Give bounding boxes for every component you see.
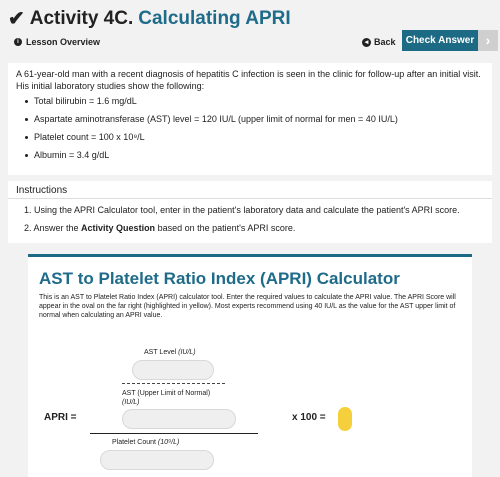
activity-subtitle: Calculating APRI (138, 7, 291, 29)
apri-equals-label: APRI = (44, 412, 77, 423)
platelet-count-input[interactable] (100, 450, 214, 470)
case-intro: A 61-year-old man with a recent diagnosis of hepatitis C infection is seen in the clinic for follow-up after an initial visit. His initial laboratory studies show the following: (16, 69, 481, 91)
calculator-description: This is an AST to Platelet Ratio Index (APRI) calculator tool. Enter the required values to calculate the APRI value. The APRI Score will appear in the oval on the far right (highlighted in yellow). Most experts recommend using 40 IU/L as the value for the AST upper limit of normal when calculating an APRI value. (39, 294, 456, 319)
next-chevron-icon[interactable]: › (478, 30, 498, 51)
lesson-overview-link[interactable] (14, 37, 100, 47)
page-title (8, 6, 291, 31)
step2-suffix: based on the patient's APRI score. (155, 223, 296, 233)
back-button[interactable] (362, 37, 396, 47)
instructions-panel (8, 181, 492, 243)
calculator-title: AST to Platelet Ratio Index (APRI) Calculator (39, 269, 400, 288)
lab-item-ast: Aspartate aminotransferase (AST) level = 120 IU/L (upper limit of normal for men = 40 IU/L) (16, 113, 484, 125)
ast-uln-label: AST (Upper Limit of Normal) (IU/L) (122, 390, 211, 406)
activity-question-link: Activity Question (81, 223, 156, 233)
step2-prefix: 2. Answer the (24, 223, 82, 233)
ast-level-label: AST Level (IU/L) (144, 349, 196, 356)
fraction-bar (90, 433, 258, 434)
ast-uln-input[interactable] (122, 409, 236, 429)
check-answer-button[interactable]: Check Answer (402, 30, 478, 51)
lesson-overview-label: Lesson Overview (26, 37, 101, 47)
instructions-heading: Instructions (8, 181, 492, 199)
back-label: Back (374, 37, 396, 47)
apri-result-oval (338, 407, 352, 431)
apri-calculator (28, 254, 472, 477)
top-bar (0, 0, 500, 58)
ast-level-input[interactable] (132, 360, 214, 380)
lab-item-bilirubin: Total bilirubin = 1.6 mg/dL (16, 95, 484, 107)
instruction-step-1: 1. Using the APRI Calculator tool, enter in the patient's laboratory data and calculate the patient's APRI score. (24, 205, 460, 215)
case-description (8, 63, 492, 175)
platelet-label: Platelet Count (10⁹/L) (112, 439, 180, 446)
back-arrow-icon: ◂ (362, 38, 371, 47)
instruction-step-2 (24, 222, 484, 234)
activity-number: Activity 4C. (29, 7, 134, 29)
lab-list (16, 95, 484, 161)
multiplier-label: x 100 = (292, 412, 326, 423)
instructions-list (8, 199, 492, 234)
checkmark-icon: ✔ (8, 8, 25, 30)
lab-item-platelet: Platelet count = 100 x 10⁹/L (16, 131, 484, 143)
lab-item-albumin: Albumin = 3.4 g/dL (16, 149, 484, 161)
info-icon: i (14, 38, 22, 46)
numerator-divider (122, 383, 225, 384)
